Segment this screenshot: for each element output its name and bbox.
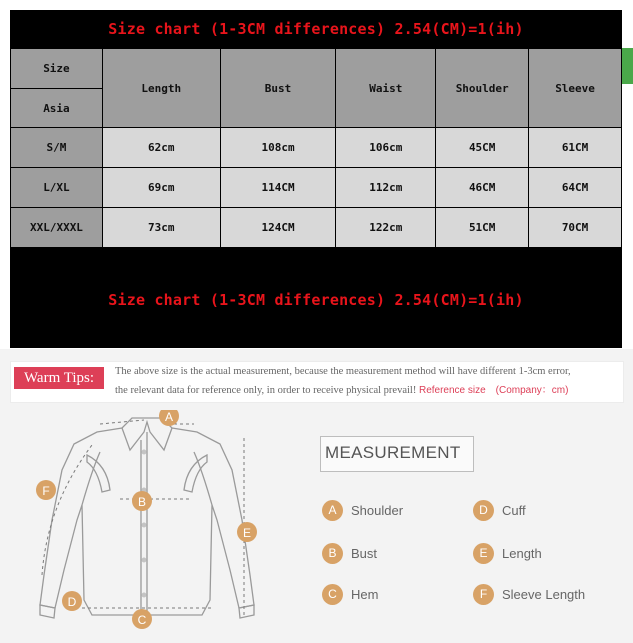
legend-label-shoulder: Shoulder: [351, 503, 404, 518]
table-cell: 51CM: [436, 208, 529, 248]
table-cell: 112cm: [336, 168, 436, 208]
table-cell: 122cm: [336, 208, 436, 248]
table-cell: 45CM: [436, 128, 529, 168]
marker-a-label: A: [164, 410, 174, 424]
shirt-buttons: [142, 450, 147, 598]
table-cell: 124CM: [220, 208, 336, 248]
table-cell: 64CM: [529, 168, 622, 208]
warm-tips-box: [10, 361, 624, 403]
green-edge-marker: [622, 48, 633, 84]
legend-marker-a: A: [322, 500, 343, 521]
legend-marker-b: B: [322, 543, 343, 564]
legend-label-length: Length: [502, 546, 542, 561]
column-header-bust: Bust: [220, 49, 336, 128]
marker-c-label: C: [137, 613, 147, 627]
marker-e-label: E: [242, 526, 252, 540]
row-size-label: L/XL: [11, 168, 103, 208]
table-cell: 46CM: [436, 168, 529, 208]
legend-marker-c: C: [322, 584, 343, 605]
warm-tips-badge: Warm Tips:: [14, 367, 104, 389]
legend-marker-d: D: [473, 500, 494, 521]
legend-label-hem: Hem: [351, 587, 379, 602]
tip-text-line2-body: the relevant data for reference only, in order to receive physical prevail!: [115, 385, 417, 396]
size-chart-banner-bottom: Size chart (1-3CM differences) 2.54(CM)=1(ih): [108, 291, 524, 309]
column-header-shoulder: Shoulder: [436, 49, 529, 128]
table-cell: 61CM: [529, 128, 622, 168]
table-cell: 69cm: [102, 168, 220, 208]
table-cell: 62cm: [102, 128, 220, 168]
table-cell: 106cm: [336, 128, 436, 168]
size-chart-banner-top: Size chart (1-3CM differences) 2.54(CM)=1(ih): [108, 20, 524, 38]
column-header-length: Length: [102, 49, 220, 128]
legend-marker-e: E: [473, 543, 494, 564]
legend-label-bust: Bust: [351, 546, 378, 561]
table-cell: 70CM: [529, 208, 622, 248]
measurement-title-box: [320, 436, 474, 472]
column-header-sleeve: Sleeve: [529, 49, 622, 128]
table-row: [11, 128, 622, 168]
table-cell: 108cm: [220, 128, 336, 168]
reference-size-note: Reference size (Company：cm): [418, 385, 569, 396]
shirt-outline: [40, 418, 254, 618]
row-size-label: S/M: [11, 128, 103, 168]
tip-text-line1: The above size is the actual measurement, because the measurement method will have different 1-3cm error,: [115, 366, 571, 377]
shirt-diagram: [22, 410, 272, 638]
marker-b-label: B: [137, 495, 147, 509]
table-cell: 114CM: [220, 168, 336, 208]
legend-marker-f: F: [473, 584, 494, 605]
legend-label-cuff: Cuff: [502, 503, 526, 518]
size-chart-panel: [10, 10, 622, 348]
marker-d-label: D: [67, 595, 77, 609]
measurement-guide: [0, 349, 633, 643]
legend-label-sleeve-length: Sleeve Length: [502, 587, 586, 602]
size-table: [10, 48, 622, 248]
measurement-lines: [42, 420, 244, 615]
column-header-waist: Waist: [336, 49, 436, 128]
region-label-asia: Asia: [11, 89, 103, 128]
row-size-label: XXL/XXXL: [11, 208, 103, 248]
table-cell: 73cm: [102, 208, 220, 248]
size-header-cell: Size: [11, 49, 103, 89]
table-row: [11, 168, 622, 208]
table-row: [11, 208, 622, 248]
marker-f-label: F: [42, 484, 50, 498]
tip-text-line2: [115, 381, 568, 396]
measurement-title: MEASUREMENT: [325, 443, 461, 462]
